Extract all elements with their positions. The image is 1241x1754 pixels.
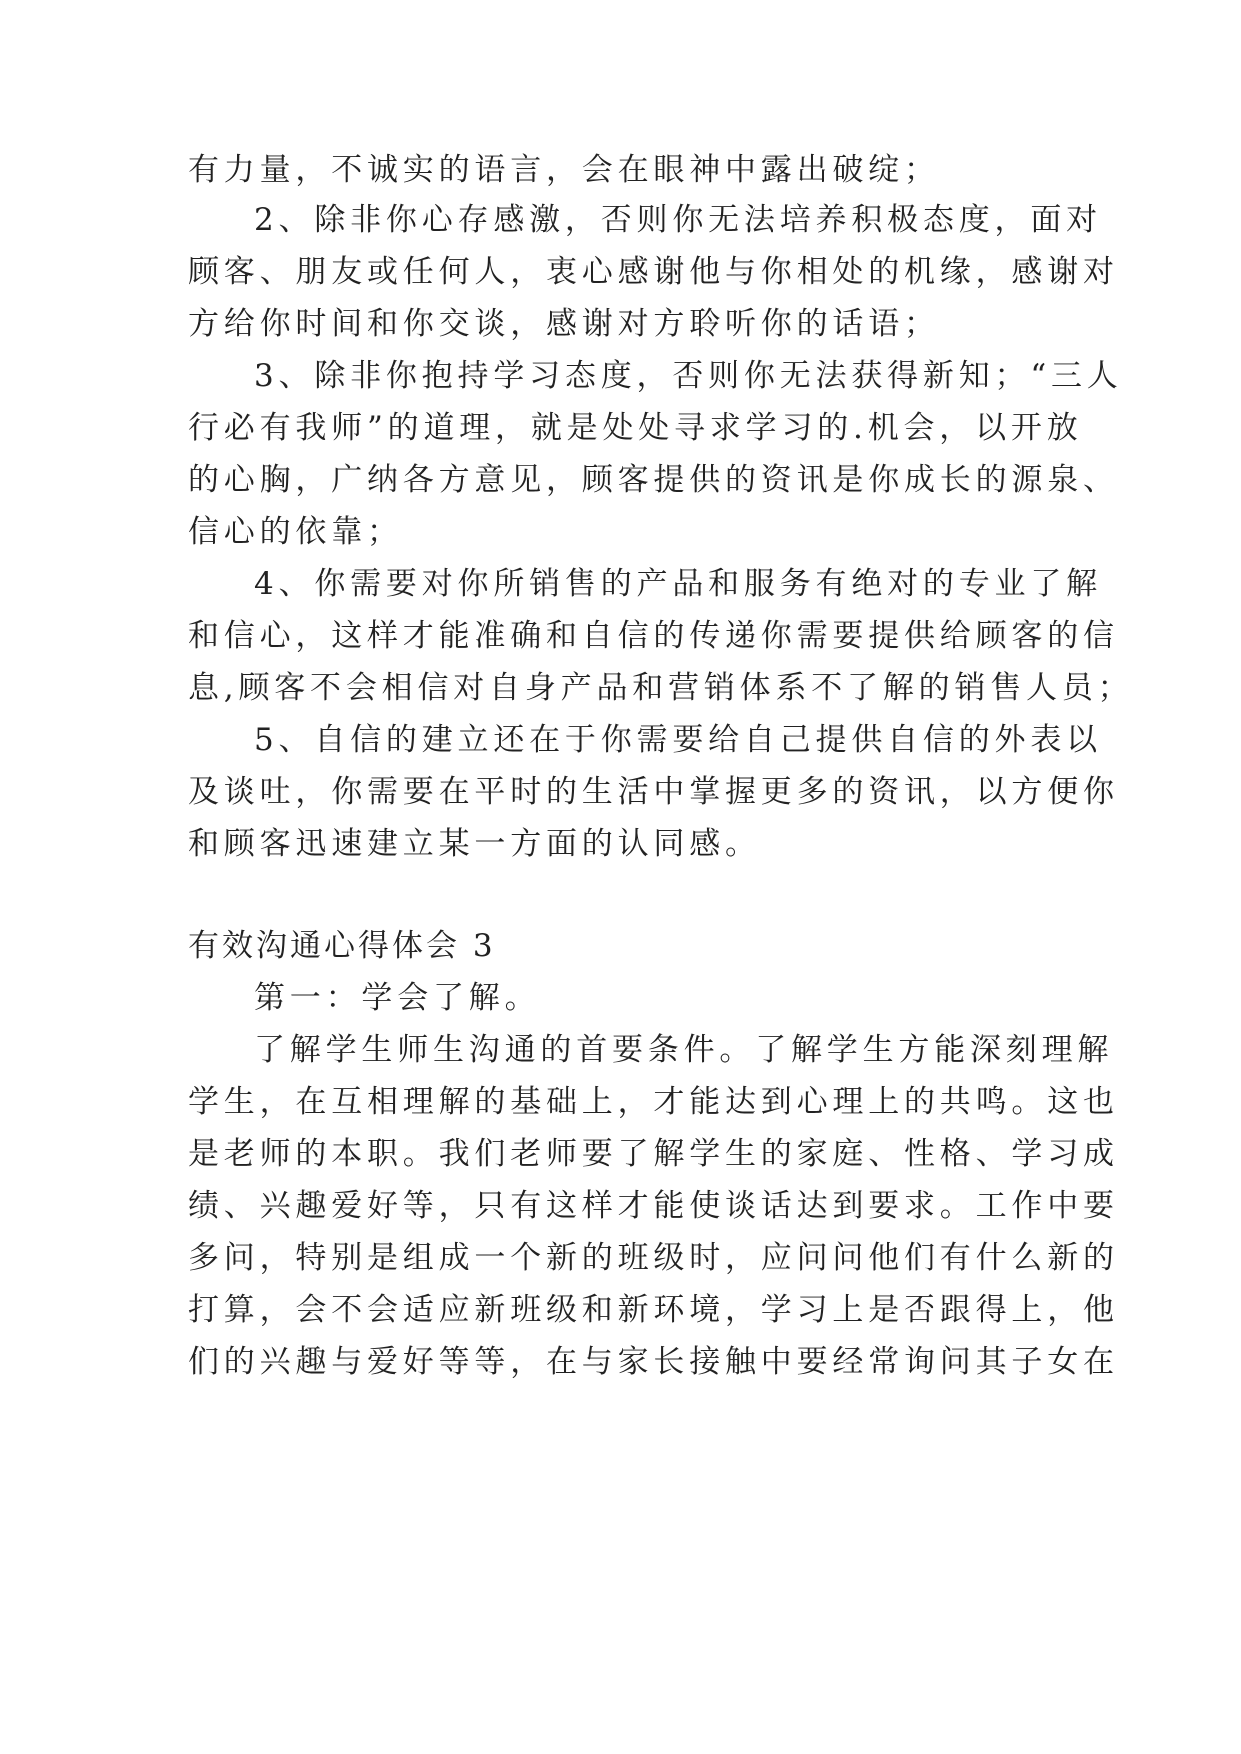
text-line: 2、除非你心存感激，否则你无法培养积极态度，面对: [254, 202, 1102, 238]
text-line: 们的兴趣与爱好等等，在与家长接触中要经常询问其子女在: [188, 1344, 1119, 1380]
text-line: 4、你需要对你所销售的产品和服务有绝对的专业了解: [254, 566, 1102, 602]
text-line: 及谈吐，你需要在平时的生活中掌握更多的资讯，以方便你: [188, 774, 1119, 810]
text-line: 了解学生师生沟通的首要条件。了解学生方能深刻理解: [254, 1032, 1114, 1068]
section-heading: 有效沟通心得体会 3: [188, 928, 496, 964]
text-line: 多问，特别是组成一个新的班级时，应问问他们有什么新的: [188, 1240, 1119, 1276]
text-line: 绩、兴趣爱好等，只有这样才能使谈话达到要求。工作中要: [188, 1188, 1119, 1224]
text-line: 方给你时间和你交谈，感谢对方聆听你的话语；: [188, 306, 940, 342]
text-line: 学生，在互相理解的基础上，才能达到心理上的共鸣。这也: [188, 1084, 1119, 1120]
text-line: 是老师的本职。我们老师要了解学生的家庭、性格、学习成: [188, 1136, 1119, 1172]
text-line: 有力量，不诚实的语言，会在眼神中露出破绽；: [188, 152, 940, 188]
text-line: 5、自信的建立还在于你需要给自己提供自信的外表以: [254, 722, 1102, 758]
text-line: 打算，会不会适应新班级和新环境，学习上是否跟得上，他: [188, 1292, 1119, 1328]
text-line: 和顾客迅速建立某一方面的认同感。: [188, 826, 761, 862]
text-line: 的心胸，广纳各方意见，顾客提供的资讯是你成长的源泉、: [188, 462, 1119, 498]
text-line: 3、除非你抱持学习态度，否则你无法获得新知；“三人: [254, 358, 1123, 394]
text-line: 息,顾客不会相信对自身产品和营销体系不了解的销售人员；: [188, 670, 1134, 706]
text-line: 信心的依靠；: [188, 514, 403, 550]
subheading: 第一：学会了解。: [254, 980, 541, 1016]
text-line: 行必有我师”的道理，就是处处寻求学习的.机会，以开放: [188, 410, 1083, 446]
text-line: 顾客、朋友或任何人，衷心感谢他与你相处的机缘，感谢对: [188, 254, 1119, 290]
text-line: 和信心，这样才能准确和自信的传递你需要提供给顾客的信: [188, 618, 1119, 654]
